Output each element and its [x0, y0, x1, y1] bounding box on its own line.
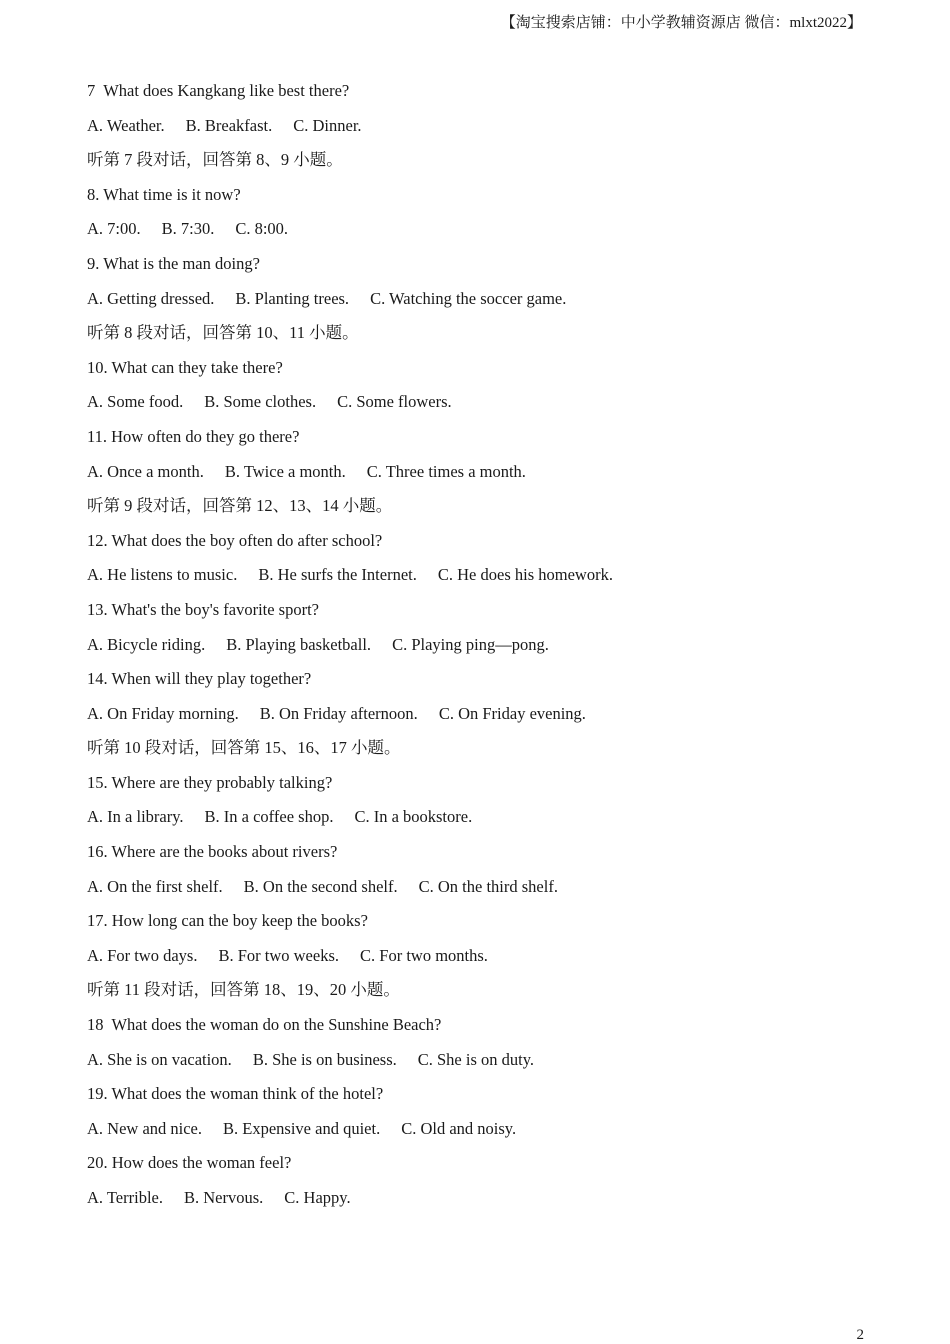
answer-option: C. Old and noisy. — [401, 1118, 517, 1138]
answer-option: B. Expensive and quiet. — [223, 1118, 381, 1138]
answer-options — [87, 286, 887, 321]
answer-option: B. Breakfast. — [185, 115, 273, 135]
question-text: 14. When will they play together? — [87, 669, 312, 689]
answer-option: C. Three times a month. — [366, 461, 526, 481]
answer-option: B. He surfs the Internet. — [258, 565, 417, 585]
answer-option: A. Bicycle riding. — [87, 634, 206, 654]
answer-options — [87, 216, 887, 251]
answer-option: A. On the first shelf. — [87, 876, 223, 896]
question-text: 18 What does the woman do on the Sunshine Beach? — [87, 1015, 442, 1035]
answer-option: C. 8:00. — [235, 219, 289, 239]
answer-option: C. On Friday evening. — [438, 703, 586, 723]
answer-options — [87, 804, 887, 839]
answer-option: B. Planting trees. — [235, 288, 350, 308]
answer-option: A. On Friday morning. — [87, 703, 239, 723]
answer-option: B. For two weeks. — [218, 945, 340, 965]
answer-option: C. Happy. — [284, 1188, 351, 1207]
answer-options — [87, 701, 887, 736]
answer-options — [87, 1185, 887, 1220]
answer-option: B. Nervous. — [183, 1188, 264, 1207]
answer-options — [87, 632, 887, 667]
answer-option: A. New and nice. — [87, 1118, 203, 1138]
answer-option: A. 7:00. — [87, 219, 141, 239]
answer-option: B. Twice a month. — [224, 461, 346, 481]
answer-option: A. Terrible. — [87, 1188, 163, 1207]
question-text: 12. What does the boy often do after school? — [87, 530, 383, 550]
answer-options — [87, 113, 887, 148]
section-instruction: 听第 8 段对话，回答第 10、11 小题。 — [87, 323, 359, 343]
question-text: 13. What's the boy's favorite sport? — [87, 599, 320, 619]
question-text: 8. What time is it now? — [87, 184, 241, 204]
question-text: 9. What is the man doing? — [87, 253, 260, 273]
section-instruction: 听第 9 段对话，回答第 12、13、14 小题。 — [87, 496, 393, 516]
document-body — [87, 78, 887, 1220]
question-text: 7 What does Kangkang like best there? — [87, 81, 350, 100]
answer-options — [87, 389, 887, 424]
answer-option: A. For two days. — [87, 945, 198, 965]
answer-option: A. Weather. — [87, 115, 165, 135]
question-text: 10. What can they take there? — [87, 357, 283, 377]
answer-option: C. Playing ping—pong. — [392, 634, 549, 654]
answer-option: A. Some food. — [87, 392, 184, 412]
answer-option: C. On the third shelf. — [418, 876, 558, 896]
question-text: 19. What does the woman think of the hotel? — [87, 1084, 384, 1104]
answer-option: B. In a coffee shop. — [204, 807, 334, 827]
question-text: 17. How long can the boy keep the books? — [87, 911, 368, 931]
answer-option: B. 7:30. — [161, 219, 215, 239]
answer-option: C. Dinner. — [293, 115, 362, 135]
answer-options — [87, 562, 887, 597]
answer-option: B. On the second shelf. — [243, 876, 398, 896]
answer-options — [87, 1047, 887, 1082]
answer-option: C. In a bookstore. — [354, 807, 473, 827]
answer-option: C. Some flowers. — [337, 392, 452, 412]
page-number: 2 — [856, 1327, 864, 1343]
answer-options — [87, 943, 887, 978]
answer-option: A. He listens to music. — [87, 565, 238, 585]
section-instruction: 听第 7 段对话，回答第 8、9 小题。 — [87, 150, 343, 170]
question-text: 11. How often do they go there? — [87, 426, 300, 446]
answer-option: A. Getting dressed. — [87, 288, 215, 308]
answer-option: C. For two months. — [360, 945, 488, 965]
answer-option: B. On Friday afternoon. — [259, 703, 418, 723]
answer-option: A. In a library. — [87, 807, 184, 827]
answer-option: A. She is on vacation. — [87, 1049, 232, 1069]
answer-options — [87, 874, 887, 909]
answer-option: C. She is on duty. — [417, 1049, 535, 1069]
section-instruction: 听第 10 段对话，回答第 15、16、17 小题。 — [87, 738, 401, 758]
page-header: 【淘宝搜索店铺：中小学教辅资源店 微信：mlxt2022】 — [500, 15, 862, 31]
question-text: 15. Where are they probably talking? — [87, 772, 333, 792]
question-text: 20. How does the woman feel? — [87, 1153, 292, 1173]
answer-option: B. She is on business. — [252, 1049, 397, 1069]
answer-option: B. Playing basketball. — [226, 634, 372, 654]
question-text: 16. Where are the books about rivers? — [87, 842, 338, 862]
answer-options — [87, 1116, 887, 1151]
answer-options — [87, 459, 887, 494]
answer-option: C. He does his homework. — [437, 565, 613, 585]
section-instruction: 听第 11 段对话，回答第 18、19、20 小题。 — [87, 980, 400, 1000]
answer-option: B. Some clothes. — [204, 392, 317, 412]
answer-option: A. Once a month. — [87, 461, 204, 481]
answer-option: C. Watching the soccer game. — [370, 288, 567, 308]
